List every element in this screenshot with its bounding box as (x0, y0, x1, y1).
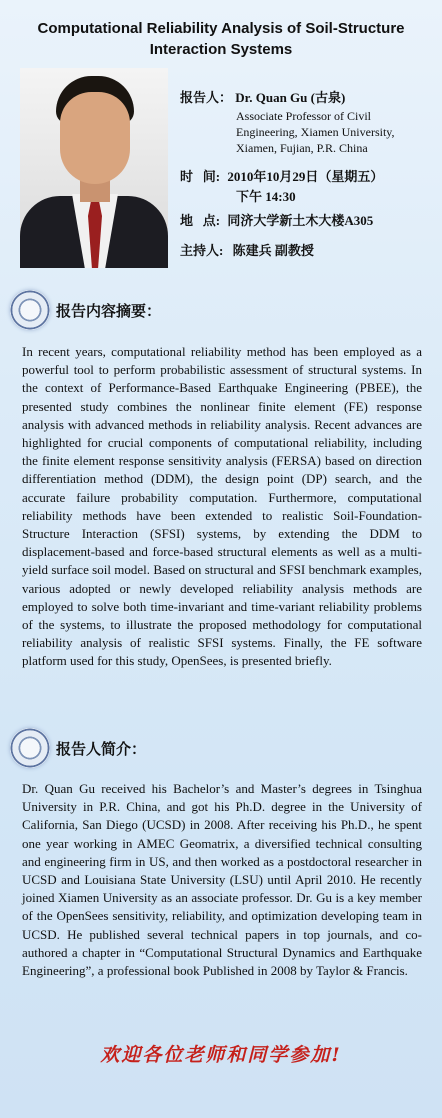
time-clock: 下午 14:30 (236, 189, 296, 204)
speaker-name: Dr. Quan Gu (古泉) (235, 90, 346, 105)
bio-header (10, 728, 410, 768)
title-line-1: Computational Reliability Analysis of Soil-Structure (37, 20, 405, 37)
host-line (180, 240, 314, 259)
page-title (0, 18, 442, 60)
speaker-photo (20, 68, 168, 268)
title-line-2: Interaction Systems (149, 41, 293, 58)
bio-text: Dr. Quan Gu received his Bachelor’s and Master’s degrees in Tsinghua University in P.R. China, and got his Ph.D. degree in the University of California, San Diego (UCSD) in 2008. After receiving his Ph.D., he spent one year working in AMEC Geomatrix, a diversified technical consulting and engineering firm in US, and then worked as a postdoctoral researcher in UCSD and Louisiana State University (LSU) until April 2010. He recently joined Xiamen University as an associate professor. Dr. Gu is a key member of the OpenSees sensitivity, reliability, and optimization developing team in UCSD. He published several technical papers in top journals, and co-authored a chapter in “Computational Structural Dynamics and Earthquake Engineering”, a professional book Published in 2008 by Taylor & Francis. (22, 781, 422, 979)
abstract-text: In recent years, computational reliability method has been employed as a powerful tool to perform probabilistic assessment of structural systems. In the context of Performance-Based Earthquake Engineering (PBEE), the presented study combines the nonlinear finite element (FE) response analysis with advanced methods in reliability analysis. Recent advances are highlighted for crucial components of computational reliability, including the finite element response sensitivity analysis (FERSA) based on direction differentiation method (DDM), the design point (DP) search, and the accurate failure probability computation. Furthermore, computational reliability methods have been extended to realistic Soil-Foundation-Structure Interaction (SFSI) systems, by extending the DDM to displacement-based and force-based structural elements as well as a multi-yield surface soil model. Based on structural and SFSI benchmark examples, various adopted or newly developed reliability analysis methods are employed to solve both time-invariant and time-variant reliability problems of the systems, to illustrate the proposed methodology for computational reliability analysis of realistic SFSI systems. Finally, the FE software platform used for this study, OpenSees, is presented briefly. (22, 344, 422, 669)
affiliation-line: Engineering, Xiamen University, (236, 125, 395, 139)
speaker-affiliation (236, 108, 436, 156)
abstract-heading: 报告内容摘要： (56, 302, 162, 320)
location-value: 同济大学新土木大楼A305 (227, 213, 374, 228)
university-seal-icon (10, 728, 50, 768)
abstract-header (10, 290, 410, 330)
host-value: 陈建兵 副教授 (232, 243, 314, 258)
location-line (180, 210, 373, 229)
affiliation-line: Associate Professor of Civil (236, 109, 371, 123)
speaker-line (180, 87, 345, 106)
university-seal-icon (10, 290, 50, 330)
time-date: 2010年10月29日（星期五） (227, 169, 384, 184)
host-label: 主持人: (180, 243, 224, 258)
location-label: 地 点: (180, 213, 221, 228)
time-line (180, 166, 383, 185)
closing-invitation: 欢迎各位老师和同学参加! (100, 1044, 342, 1066)
speaker-label: 报告人： (180, 90, 233, 105)
bio-heading: 报告人简介： (56, 740, 147, 758)
affiliation-line: Xiamen, Fujian, P.R. China (236, 141, 368, 155)
time-label: 时 间: (180, 169, 221, 184)
